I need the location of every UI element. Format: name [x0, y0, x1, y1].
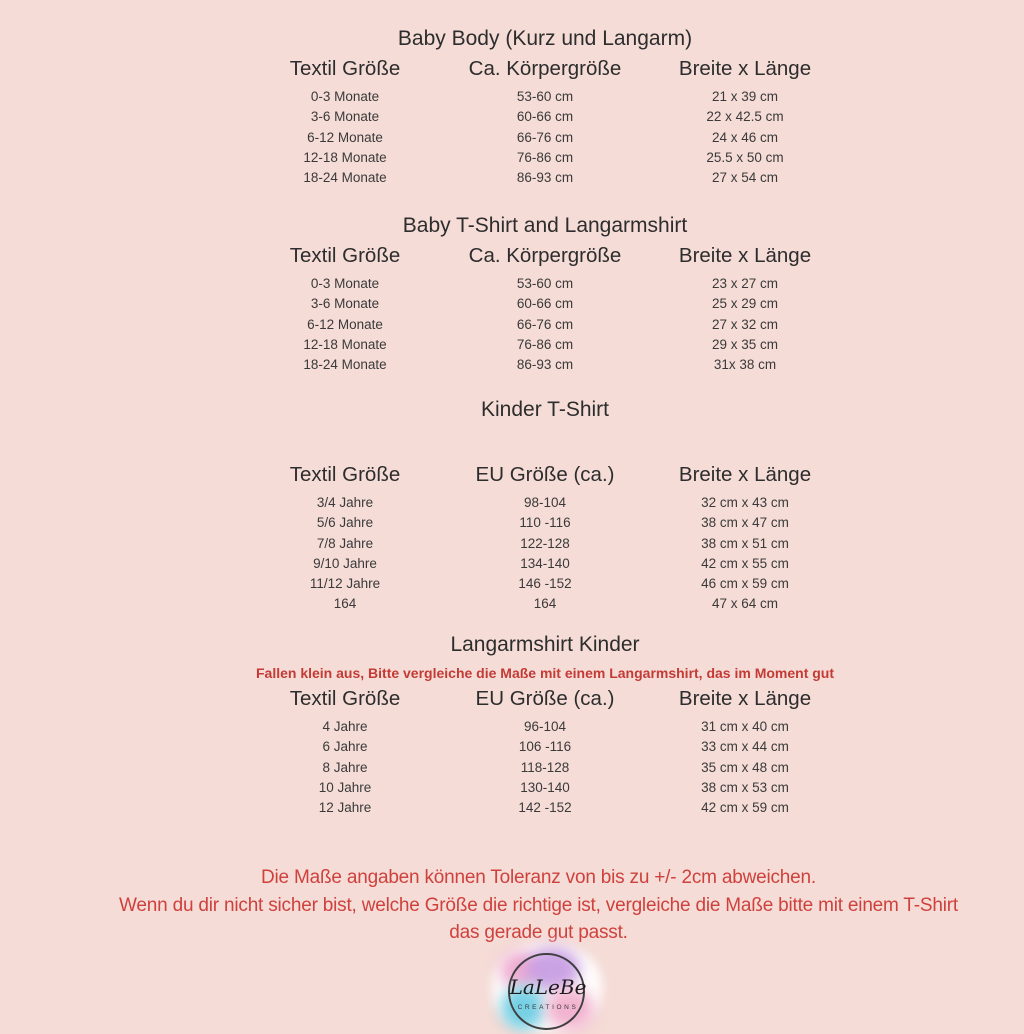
cell-dimensions: 42 cm x 55 cm	[701, 555, 789, 571]
cell-dimensions: 33 cm x 44 cm	[701, 739, 789, 755]
cell-body-size: 66-76 cm	[516, 316, 574, 332]
cell-eu-size: 106 -116	[518, 739, 572, 755]
section-title: Baby Body (Kurz und Langarm)	[397, 27, 693, 50]
cell-body-size: 66-76 cm	[516, 129, 574, 145]
cell-eu-size: 96-104	[523, 719, 567, 734]
column-header-breite-laenge: Breite x Länge	[678, 687, 812, 710]
column-header-breite-laenge: Breite x Länge	[678, 244, 812, 267]
cell-size: 5/6 Jahre	[316, 515, 374, 531]
cell-size: 6 Jahre	[322, 739, 368, 755]
table-row	[245, 315, 845, 335]
cell-size: 164	[333, 596, 357, 612]
table-header-row	[245, 460, 845, 490]
cell-dimensions: 38 cm x 47 cm	[701, 515, 789, 531]
section-baby-tshirt	[245, 211, 845, 375]
cell-body-size: 60-66 cm	[516, 296, 574, 312]
cell-dimensions: 42 cm x 59 cm	[701, 800, 789, 816]
table-row	[245, 294, 845, 314]
cell-size: 4 Jahre	[322, 719, 368, 734]
table-row	[245, 148, 845, 168]
column-header-koerpergroesse: Ca. Körpergröße	[468, 57, 622, 80]
cell-dimensions: 31 cm x 40 cm	[701, 719, 789, 734]
cell-size: 12 Jahre	[318, 800, 372, 816]
tolerance-note-line3: das gerade gut passt.	[449, 922, 628, 943]
table-row	[245, 335, 845, 355]
cell-size: 8 Jahre	[322, 759, 368, 775]
cell-eu-size: 142 -152	[518, 800, 572, 816]
table-row	[245, 737, 845, 757]
column-header-breite-laenge: Breite x Länge	[678, 57, 812, 80]
cell-body-size: 53-60 cm	[516, 276, 574, 291]
cell-size: 9/10 Jahre	[313, 555, 377, 571]
table-body	[245, 274, 845, 375]
table-row	[245, 778, 845, 798]
cell-dimensions: 31x 38 cm	[713, 357, 777, 373]
column-header-breite-laenge: Breite x Länge	[678, 463, 812, 486]
fit-warning-note: Fallen klein aus, Bitte vergleiche die Maße mit einem Langarmshirt, das im Moment gut	[255, 665, 835, 681]
table-row	[245, 513, 845, 533]
tolerance-note-line1: Die Maße angaben können Toleranz von bis zu +/- 2cm abweichen.	[261, 867, 816, 888]
column-header-eu-groesse: EU Größe (ca.)	[475, 687, 615, 710]
cell-eu-size: 110 -116	[519, 515, 571, 531]
column-header-eu-groesse: EU Größe (ca.)	[475, 463, 615, 486]
table-header-row	[245, 684, 845, 714]
cell-eu-size: 164	[533, 596, 557, 612]
cell-dimensions: 24 x 46 cm	[711, 129, 779, 145]
cell-eu-size: 122-128	[520, 535, 570, 551]
cell-size: 3-6 Monate	[310, 296, 380, 312]
cell-size: 6-12 Monate	[307, 129, 383, 145]
cell-dimensions: 47 x 64 cm	[711, 596, 779, 612]
cell-dimensions: 32 cm x 43 cm	[701, 495, 789, 510]
table-row	[245, 107, 845, 127]
cell-dimensions: 46 cm x 59 cm	[701, 576, 789, 592]
cell-size: 10 Jahre	[318, 779, 372, 795]
column-header-textil-groesse: Textil Größe	[289, 244, 401, 267]
table-header-row	[245, 241, 845, 271]
table-body	[245, 493, 845, 615]
section-title: Baby T-Shirt and Langarmshirt	[402, 214, 688, 237]
column-header-textil-groesse: Textil Größe	[289, 57, 401, 80]
cell-body-size: 86-93 cm	[516, 170, 574, 186]
table-row	[245, 554, 845, 574]
cell-size: 12-18 Monate	[303, 336, 387, 352]
table-body	[245, 717, 845, 818]
cell-dimensions: 38 cm x 51 cm	[701, 535, 789, 551]
section-kinder-tshirt	[245, 395, 845, 615]
cell-dimensions: 29 x 35 cm	[711, 336, 779, 352]
table-row	[245, 493, 845, 513]
table-row	[245, 758, 845, 778]
cell-body-size: 76-86 cm	[516, 336, 574, 352]
cell-eu-size: 134-140	[520, 555, 570, 571]
table-header-row	[245, 54, 845, 84]
logo-subtitle: CREATIONS	[517, 1004, 579, 1011]
table-row	[245, 594, 845, 614]
table-row	[245, 168, 845, 188]
cell-dimensions: 35 cm x 48 cm	[701, 759, 789, 775]
cell-size: 0-3 Monate	[310, 89, 380, 104]
table-row	[245, 355, 845, 375]
table-row	[245, 574, 845, 594]
table-row	[245, 717, 845, 737]
cell-size: 6-12 Monate	[307, 316, 383, 332]
cell-body-size: 86-93 cm	[516, 357, 574, 373]
cell-dimensions: 21 x 39 cm	[711, 89, 779, 104]
table-row	[245, 87, 845, 107]
cell-eu-size: 146 -152	[518, 576, 572, 592]
tolerance-note	[56, 864, 1021, 947]
cell-dimensions: 38 cm x 53 cm	[701, 779, 789, 795]
cell-dimensions: 27 x 54 cm	[711, 170, 779, 186]
cell-eu-size: 98-104	[523, 495, 567, 510]
cell-body-size: 53-60 cm	[516, 89, 574, 104]
cell-body-size: 76-86 cm	[516, 149, 574, 165]
cell-dimensions: 25.5 x 50 cm	[706, 149, 784, 165]
table-row	[245, 274, 845, 294]
logo-brand-name: LaLeBe	[509, 975, 587, 999]
cell-eu-size: 118-128	[520, 759, 570, 775]
table-row	[245, 798, 845, 818]
tolerance-note-line2: Wenn du dir nicht sicher bist, welche Größe die richtige ist, vergleiche die Maße bitte mit einem T-Shirt	[119, 894, 958, 916]
cell-size: 11/12 Jahre	[309, 576, 381, 592]
lalebe-logo	[488, 944, 608, 1034]
section-baby-body	[245, 24, 845, 188]
cell-eu-size: 130-140	[520, 779, 570, 795]
cell-size: 0-3 Monate	[310, 276, 380, 291]
column-header-textil-groesse: Textil Größe	[289, 463, 401, 486]
table-body	[245, 87, 845, 188]
cell-size: 18-24 Monate	[303, 170, 387, 186]
cell-dimensions: 23 x 27 cm	[711, 276, 779, 291]
section-title: Langarmshirt Kinder	[450, 633, 640, 656]
cell-dimensions: 27 x 32 cm	[711, 316, 779, 332]
cell-size: 3/4 Jahre	[316, 495, 374, 510]
column-header-koerpergroesse: Ca. Körpergröße	[468, 244, 622, 267]
cell-size: 18-24 Monate	[303, 357, 387, 373]
cell-size: 7/8 Jahre	[316, 535, 374, 551]
cell-size: 12-18 Monate	[303, 149, 387, 165]
cell-dimensions: 22 x 42.5 cm	[706, 109, 784, 125]
cell-size: 3-6 Monate	[310, 109, 380, 125]
section-title: Kinder T-Shirt	[481, 398, 609, 421]
cell-body-size: 60-66 cm	[516, 109, 574, 125]
section-langarmshirt-kinder	[245, 630, 845, 818]
cell-dimensions: 25 x 29 cm	[711, 296, 779, 312]
column-header-textil-groesse: Textil Größe	[289, 687, 401, 710]
table-row	[245, 534, 845, 554]
table-row	[245, 128, 845, 148]
